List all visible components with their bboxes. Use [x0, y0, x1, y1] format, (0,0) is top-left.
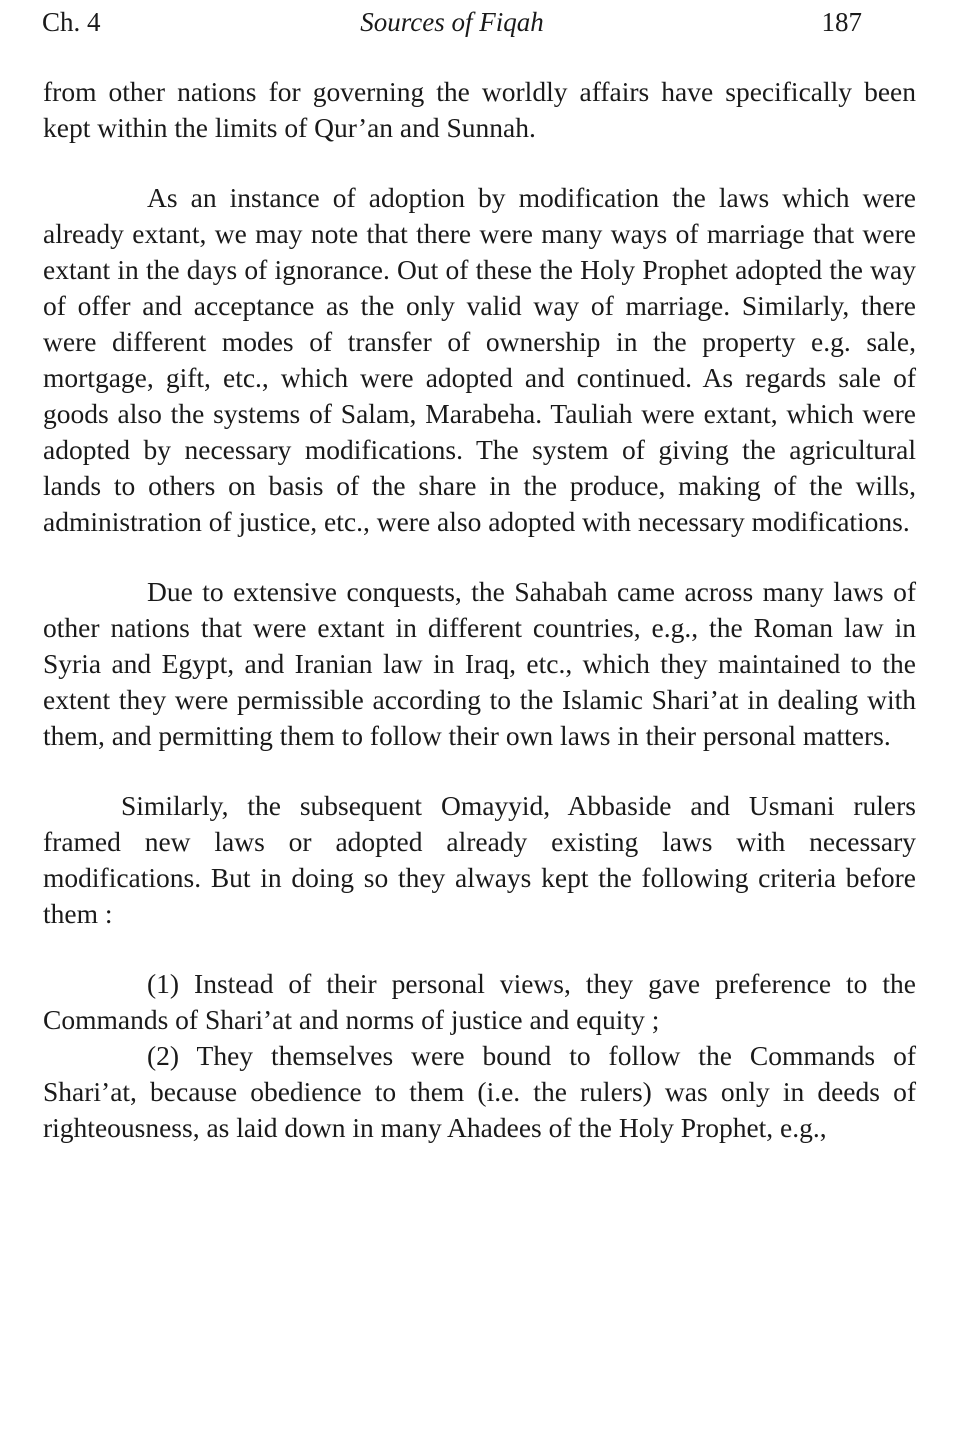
paragraph-adoption-by-modification: As an instance of adoption by modification the laws which were already extant, we may note that there were many ways of marriage that were extant in the days of ignorance. Out of these the Holy Prophet adopted the way of offer and acceptance as the only valid way of marriage. Similarly, there were different modes of transfer of ownership in the property e.g. sale, mortgage, gift, etc., which were adopted and continued. As regards sale of goods also the systems of Salam, Marabeha. Tauliah were extant, which were adopted by necessary modifications. The system of giving the agricultural lands to others on basis of the share in the produce, making of the wills, administration of justice, etc., were also adopted with necessary modifications. — [43, 182, 916, 537]
criteria-item-2: (2) They themselves were bound to follow the Commands of Shari’at, because obedience to them (i.e. the rulers) was only in deeds of righteousness, as laid down in many Ahadees of the Holy Prophet, e.g., — [43, 1040, 916, 1143]
running-title: Sources of Fiqah — [360, 7, 544, 37]
body-text — [43, 74, 916, 1146]
chapter-label: Ch. 4 — [42, 7, 101, 37]
paragraph-subsequent-rulers: Similarly, the subsequent Omayyid, Abbaside and Usmani rulers framed new laws or adopted already existing laws with necessary modifications. But in doing so they always kept the following criteria before them : — [43, 790, 916, 929]
paragraph-conquests: Due to extensive conquests, the Sahabah came across many laws of other nations that were extant in different countries, e.g., the Roman law in Syria and Egypt, and Iranian law in Iraq, etc., which they maintained to the extent they were permissible according to the Islamic Shari’at in dealing with them, and permitting them to follow their own laws in their personal matters. — [43, 576, 916, 751]
running-header — [42, 4, 862, 40]
criteria-item-1: (1) Instead of their personal views, they gave preference to the Commands of Shari’at and norms of justice and equity ; — [43, 968, 916, 1035]
page-number: 187 — [821, 7, 862, 37]
paragraph-continuation: from other nations for governing the worldly affairs have specifically been kept within the limits of Qur’an and Sunnah. — [43, 76, 916, 143]
